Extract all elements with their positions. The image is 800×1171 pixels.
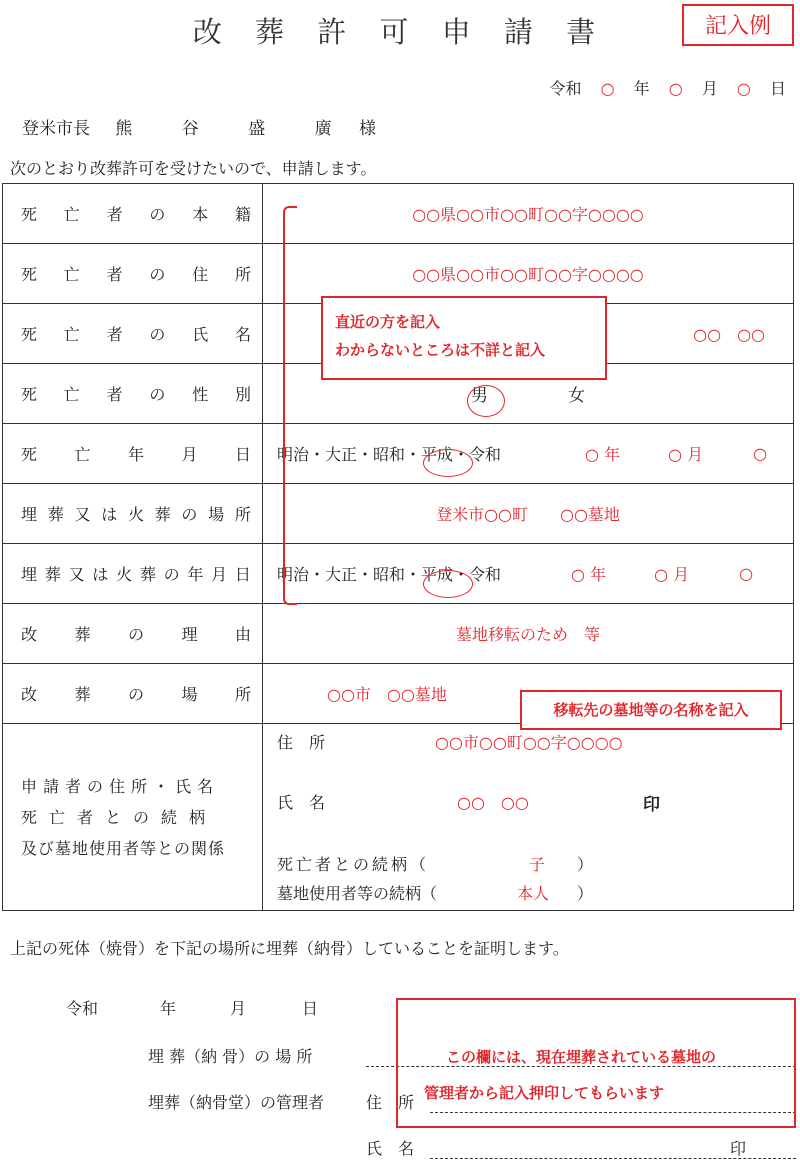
grave-user-label: 墓地使用者等の続柄（ [277, 884, 438, 903]
certificate-statement: 上記の死体（焼骨）を下記の場所に埋葬（納骨）していることを証明します。 [10, 939, 569, 958]
value-honseki: ○○県○○市○○町○○字○○○○ [412, 205, 644, 224]
heisei-circle-mark-death [423, 449, 473, 477]
date-day-label: 日 [769, 79, 786, 98]
label-honseki-text: 死 亡 者 の 本 籍 [21, 205, 251, 224]
application-form-table [2, 183, 794, 911]
grave-user-close: ） [577, 884, 594, 903]
value-jusho: ○○県○○市○○町○○字○○○○ [412, 265, 644, 284]
label-nengappi-text: 埋 葬 又 は 火 葬 の 年 月 日 [21, 565, 251, 584]
grave-user-value[interactable]: 本人 [517, 884, 550, 903]
field-riyu[interactable] [263, 604, 794, 664]
death-day: ○ [753, 444, 768, 463]
label-applicant [3, 724, 263, 911]
applicant-label-1: 申請者の住所・氏名 [21, 776, 220, 796]
row-applicant [3, 724, 794, 911]
form-title: 改 葬 許 可 申 請 書 [192, 15, 608, 49]
row-honseki [3, 184, 794, 244]
date-era: 令和 [549, 79, 582, 98]
cert-name-label: 氏 名 [366, 1139, 415, 1158]
date-month-placeholder: ○ [668, 79, 683, 98]
label-basho [3, 484, 263, 544]
male-circle-mark [467, 385, 505, 417]
cert-manager-label: 埋葬（納骨堂）の管理者 [148, 1093, 325, 1112]
heisei-circle-mark-burial [423, 570, 473, 598]
addressee-honorific: 様 [359, 119, 377, 139]
value-riyu: 墓地移転のため 等 [455, 625, 600, 644]
applicant-address-label: 住 所 [277, 733, 326, 752]
destination-callout: 移転先の墓地等の名称を記入 [520, 690, 782, 730]
label-jusho [3, 244, 263, 304]
row-nengappi [3, 544, 794, 604]
gender-male[interactable]: 男 [471, 386, 488, 406]
field-nengappi[interactable] [263, 544, 794, 604]
label-riyu [3, 604, 263, 664]
example-stamp: 記入例 [682, 4, 794, 46]
label-jusho-text: 死 亡 者 の 住 所 [21, 265, 251, 284]
row-shibobi [3, 424, 794, 484]
value-kaiso-basho: ○○市 ○○墓地 [327, 685, 447, 704]
annotation-bracket [283, 206, 297, 605]
date-month-label: 月 [701, 79, 718, 98]
label-kaiso-basho [3, 664, 263, 724]
field-honseki[interactable] [263, 184, 794, 244]
field-applicant [263, 724, 794, 911]
cert-seal-mark: 印 [730, 1139, 747, 1158]
field-shibobi[interactable] [263, 424, 794, 484]
label-shibobi-text: 死 亡 年 月 日 [21, 445, 251, 464]
addressee-office: 登米市長 [22, 119, 90, 139]
label-seibetsu [3, 364, 263, 424]
intro-text: 次のとおり改葬許可を受けたいので、申請します。 [10, 159, 377, 178]
date-year-placeholder: ○ [600, 79, 615, 98]
date-day-placeholder: ○ [736, 79, 751, 98]
relation-close: ） [577, 855, 594, 874]
label-shimei [3, 304, 263, 364]
cert-era: 令和 [66, 999, 99, 1018]
cert-place-label: 埋 葬（納 骨）の 場 所 [148, 1047, 313, 1066]
applicant-name-label: 氏 名 [277, 793, 326, 812]
recent-person-callout [321, 296, 607, 380]
cert-address-label: 住 所 [366, 1093, 415, 1112]
addressee [22, 114, 376, 139]
value-shimei: ○○ ○○ [693, 325, 765, 344]
callout-unknown: わからないところは不詳と記入 [335, 341, 546, 359]
label-seibetsu-text: 死 亡 者 の 性 別 [21, 385, 251, 404]
row-jusho [3, 244, 794, 304]
cert-day-label: 日 [302, 999, 319, 1018]
burial-year: ○ 年 [571, 565, 607, 584]
label-shibobi [3, 424, 263, 484]
callout-manager-line2: 管理者から記入押印してもらいます [424, 1084, 665, 1102]
date-year-label: 年 [633, 79, 650, 98]
label-nengappi [3, 544, 263, 604]
label-riyu-text: 改 葬 の 理 由 [21, 625, 251, 644]
field-jusho[interactable] [263, 244, 794, 304]
label-shimei-text: 死 亡 者 の 氏 名 [21, 325, 251, 344]
field-basho[interactable] [263, 484, 794, 544]
label-kaiso-basho-text: 改 葬 の 場 所 [21, 685, 251, 704]
cert-year-label: 年 [160, 999, 177, 1018]
row-riyu [3, 604, 794, 664]
gender-female[interactable]: 女 [568, 386, 585, 406]
addressee-name: 熊 谷 盛 廣 [115, 119, 354, 139]
cert-month-label: 月 [230, 999, 247, 1018]
applicant-label-3: 及び墓地使用者等との関係 [21, 838, 226, 858]
applicant-name-value[interactable]: ○○ ○○ [457, 793, 529, 812]
applicant-label-2: 死亡者との続柄 [21, 807, 218, 827]
value-basho: 登米市○○町 ○○墓地 [436, 505, 620, 524]
callout-recent: 直近の方を記入 [335, 313, 441, 331]
label-basho-text: 埋 葬 又 は 火 葬 の 場 所 [21, 505, 251, 524]
application-date [535, 76, 786, 99]
relation-value[interactable]: 子 [529, 855, 546, 874]
era-options-death: 明治・大正・昭和・平成・令和 [277, 445, 502, 464]
applicant-seal-mark: 印 [643, 795, 660, 815]
era-options-burial: 明治・大正・昭和・平成・令和 [277, 565, 502, 584]
burial-day: ○ [739, 564, 754, 583]
row-basho [3, 484, 794, 544]
relation-label: 死亡者との続柄（ [277, 855, 430, 874]
callout-manager-line1: この欄には、現在埋葬されている墓地の [446, 1048, 717, 1066]
applicant-address-value[interactable]: ○○市○○町○○字○○○○ [435, 733, 623, 752]
death-year: ○ 年 [585, 445, 621, 464]
death-month: ○ 月 [668, 445, 704, 464]
burial-month: ○ 月 [654, 565, 690, 584]
label-honseki [3, 184, 263, 244]
